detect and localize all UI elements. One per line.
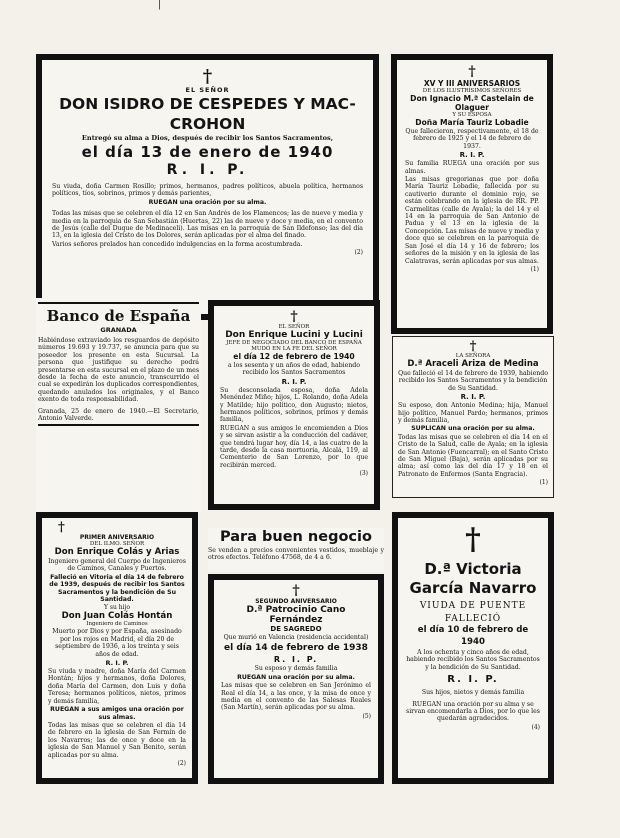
honorific: EL SEÑOR bbox=[278, 324, 310, 330]
subtitle: DE LOS ILUSTRÍSIMOS SEÑORES bbox=[422, 88, 522, 94]
connector: Y su hijo bbox=[104, 604, 130, 612]
body: Todas las misas que se celebren el día 14 de febrero en la iglesia de San Fermín de los Navarros; las de once y doce en la iglesia de San Manuel y San Benito, serán aplicadas por su alma. bbox=[48, 721, 186, 759]
title: PRIMER ANIVERSARIO bbox=[79, 534, 155, 541]
request: RUEGAN una oración por su alma. bbox=[237, 673, 355, 681]
rip: R. I. P. bbox=[281, 377, 307, 386]
name-1: Don Ignacio M.ª Castelain de Olaguer bbox=[410, 94, 534, 112]
obituary-lucini bbox=[208, 300, 380, 510]
age: A los ochenta y cinco años de edad, habiendo recibido los Santos Sacramentos y la bendición de Su Santidad. bbox=[406, 649, 540, 671]
family: Su esposo y demás familia bbox=[254, 665, 338, 673]
position-2: MUDÓ EN LA FE DEL SEÑOR bbox=[251, 346, 337, 352]
deceased-name: D.ª Victoria García Navarro bbox=[409, 560, 537, 597]
death-1: Falleció en Vitoria el día 14 de febrero de 1939, después de recibir los Santos Sacramentos y la bendición de Su Santidad. bbox=[49, 573, 185, 604]
body: Todas las misas que se celebren el día 14 en el Cristo de la Salud, calle de Ayala; en la iglesia de San Antonio (Fuencarral); en el Santo Cristo de San Miguel (Baja), serán aplicadas por su alma; así como las del día 17 y 18 en el Patronato de Enfermos (Santa Engracia). bbox=[398, 433, 548, 478]
position: JEFE DE NEGOCIADO DEL BANCO DE ESPAÑA bbox=[226, 340, 362, 346]
cross-icon: † bbox=[290, 309, 298, 325]
body: Se venden a precios convenientes vestidos, mueblaje y otros efectos. Teléfono 47568, de 4 a 6. bbox=[208, 547, 384, 562]
family: Su viuda, doña Carmen Rosillo; primos, hermanos, padres políticos, abuela política, hermanos políticos, tíos, sobrinos, primos y demás parientes, bbox=[52, 183, 363, 198]
intro: Que murió en Valencia (residencia accidental) bbox=[223, 634, 369, 641]
deceased-name: DON ISIDRO DE CESPEDES Y MAC-CROHON bbox=[59, 95, 356, 133]
intro: Que falleció el 14 de febrero de 1939, habiendo recibido los Santos Sacramentos y la bendición de Su Santidad. bbox=[398, 370, 548, 392]
died: FALLECIÓ bbox=[444, 614, 502, 624]
death-2: Muerto por Dios y por España, asesinado por los rojos en Madrid, el día 20 de septiembre de 1936, a los treinta y seis años de edad. bbox=[52, 628, 182, 658]
family: Su familia RUEGA una oración por sus almas. bbox=[405, 160, 539, 175]
obituary-ariza bbox=[392, 336, 554, 498]
request: SUPLICAN una oración por su alma. bbox=[411, 425, 535, 433]
request: RUEGAN una oración por su alma. bbox=[148, 198, 267, 206]
role-1: Ingeniero general del Cuerpo de Ingenieros de Caminos, Canales y Puertos. bbox=[48, 558, 186, 573]
rip: R. I. P. bbox=[273, 655, 319, 665]
cross-icon: † bbox=[469, 339, 477, 354]
ad-number: (1) bbox=[539, 479, 548, 487]
family: Su esposo, don Antonio Medina; hija, Manuel hijo político, Manuel Pardo; hermanos, primos y demás familia, bbox=[398, 402, 548, 425]
ad-para-buen-negocio bbox=[208, 528, 384, 572]
subtitle: GRANADA bbox=[100, 326, 137, 334]
honorific: LA SEÑORA bbox=[455, 353, 491, 359]
rip: R. I. P. bbox=[460, 393, 486, 402]
family: Su viuda y madre, doña María del Carmen Hontán; hijos y hermanos, doña Dolores, doña María del Carmen, don Luis y doña Teresa; hermanos políticos, nietos, primos y demás familia, bbox=[48, 668, 186, 705]
title: SEGUNDO ANIVERSARIO bbox=[255, 598, 337, 605]
obituary-cano bbox=[208, 574, 384, 784]
deceased-name: Don Enrique Lucini y Lucini bbox=[225, 330, 363, 340]
death-date: el día 10 de febrero de 1940 bbox=[417, 625, 529, 647]
ad-number: (2) bbox=[354, 249, 363, 257]
signature: Granada, 25 de enero de 1940.—El Secretario, Antonio Valverde. bbox=[38, 407, 199, 423]
family: Su desconsolada esposa, doña Adela Menéndez Miño; hijos, L. Rolando, doña Adela y Matilde; hijo político, don Augusto; nietos, hermanos políticos, sobrinos, primos y demás familia, bbox=[220, 386, 368, 424]
name-2: Don Juan Colás Hontán bbox=[61, 611, 173, 622]
cross-icon: † bbox=[292, 583, 300, 599]
name-2: Doña María Tauriz Lobadie bbox=[415, 118, 529, 127]
top-mark: | bbox=[158, 0, 162, 10]
request: RUEGAN a sus amigos le encomienden a Dios y se sirvan asistir a la conducción del cadáver, que tendrá lugar hoy, día 14, a las cuatro de la tarde, desde la casa mortuoria, Alcalá, 119, al Cementerio de San Lorenzo, por lo que recibirán merced. bbox=[220, 424, 368, 469]
status: VIUDA DE PUENTE bbox=[419, 601, 527, 611]
cross-icon: † bbox=[58, 520, 65, 535]
rip: R. I. P. bbox=[459, 151, 485, 160]
family: Sus hijos, nietos y demás familia bbox=[421, 689, 525, 697]
ad-number: (2) bbox=[177, 759, 186, 767]
cross-icon: † bbox=[465, 522, 481, 557]
request: RUEGAN una oración por su alma y se sirvan encomendarla a Dios, por lo que les quedarán agradecidos. bbox=[406, 700, 540, 723]
subtitle: DEL ILMO. SEÑOR bbox=[89, 541, 145, 547]
body: Las misas que se celebren en San Jerónimo el Real el día 14, a las once, y la misa de once y media en el convento de las Salesas Reales (San Martín), serán aplicadas por su alma. bbox=[221, 682, 371, 712]
body: Habiéndose extraviado los resguardos de depósito números 19.693 y 19.737, se anuncia para que su poseedor los presente en esta Sucursal. La persona que justifique su derecho podrá presentarse en esta sucursal en el plazo de un mes desde la fecha de este anuncio, transcurrido el cual se expedirán los duplicados correspondientes, quedando anulados los originales, y el Banco exento de toda responsabilidad. bbox=[38, 337, 199, 404]
obituary-cespedes bbox=[36, 54, 379, 320]
closing: Varios señores prelados han concedido indulgencias en la forma acostumbrada. bbox=[52, 240, 303, 248]
deaths: Que fallecieron, respectivamente, el 18 de febrero de 1925 y el 14 de febrero de 1937. bbox=[405, 128, 539, 150]
title: XV Y III ANIVERSARIOS bbox=[423, 79, 521, 88]
obituary-garcia bbox=[392, 512, 554, 784]
rip: R. I. P. bbox=[447, 674, 499, 686]
cross-icon: † bbox=[202, 66, 213, 87]
ad-number: (3) bbox=[359, 470, 368, 478]
rip: R. I. P. bbox=[166, 162, 249, 178]
name-suffix: DE SAGREDO bbox=[270, 625, 322, 633]
notice-banco-espana bbox=[36, 298, 201, 512]
ad-number: (5) bbox=[362, 712, 371, 720]
role-2: Ingeniero de Caminos bbox=[86, 621, 148, 628]
body: Las misas gregorianas que por doña María Tauriz Lobadie, fallecida por su cautiverio durante el dominio rojo, se están celebrando en la iglesia de RR. PP. Carmelitas (calle de Ayala); la del 14 y el 14 en la parroquia de San Antonio de Padua y el 13 en la iglesia de la Concepción. Las misas de nueve y media y doce que se celebren en la parroquia de San José el día 14 y 16 de febrero; los señores de la misión y en la iglesia de las Calatravas, serán aplicadas por sus almas. bbox=[405, 176, 539, 265]
death-date: el día 12 de febrero de 1940 bbox=[233, 352, 355, 361]
connector: Y SU ESPOSA bbox=[452, 112, 492, 118]
name-1: Don Enrique Colás y Arias bbox=[54, 547, 180, 557]
deceased-name: D.ª Patrocinio Cano Fernández bbox=[246, 605, 346, 625]
obituary-olaguer bbox=[391, 54, 553, 334]
ad-number: (4) bbox=[531, 723, 540, 731]
title: Para buen negocio bbox=[220, 529, 372, 545]
title: Banco de España bbox=[46, 307, 191, 325]
honorific: EL SEÑOR bbox=[185, 86, 230, 94]
cross-icon: † bbox=[468, 64, 476, 80]
intro: Entregó su alma a Dios, después de recibir los Santos Sacramentos, bbox=[81, 134, 334, 142]
body: Todas las misas que se celebren el día 12 en San Andrés de los Flamencos; las de nueve y media y media en la parroquia de San Sebastián (Huertas, 22) las de nueve y doce y media, en el convento de Jesús (calle del Duque de Medinaceli). Las misas en la parroquia de San Ildefonso; las del día 13, en la iglesia del Cristo de los Dolores, serán aplicadas por el alma del finado. bbox=[52, 210, 363, 240]
deceased-name: D.ª Araceli Ariza de Medina bbox=[407, 359, 539, 369]
rip: R. I. P. bbox=[105, 659, 129, 668]
age: a los sesenta y un años de edad, habiendo recibido los Santos Sacramentos bbox=[228, 362, 360, 377]
death-date: el día 14 de febrero de 1938 bbox=[224, 643, 368, 654]
request: RUEGAN a sus amigos una oración por sus almas. bbox=[50, 706, 184, 721]
ad-number: (1) bbox=[530, 265, 539, 273]
death-date: el día 13 de enero de 1940 bbox=[81, 143, 334, 161]
obituary-colas bbox=[36, 512, 198, 784]
